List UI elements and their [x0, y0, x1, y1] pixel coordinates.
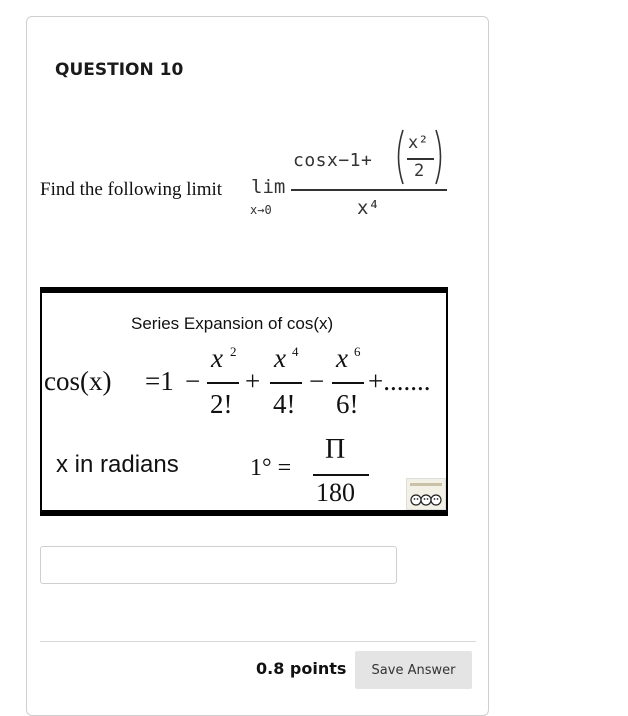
term6-exp: 6 — [354, 344, 361, 359]
points-label: 0.8 points — [256, 659, 347, 678]
term2-den: 2! — [210, 389, 233, 419]
degree-fraction-line — [313, 474, 369, 476]
inner-numerator: x² — [408, 133, 429, 153]
term2-line — [207, 382, 239, 384]
inner-fraction-line — [407, 158, 434, 160]
series-equals-one: =1 — [145, 366, 174, 396]
footer-divider — [40, 641, 476, 642]
series-minus-1: − — [185, 366, 201, 396]
limit-numerator: cosx−1+ — [293, 150, 373, 171]
lim-subscript: x→0 — [250, 203, 272, 217]
term6-den: 6! — [336, 389, 359, 419]
pi-symbol: Π — [325, 434, 346, 465]
limit-denominator: x⁴ — [357, 197, 380, 219]
degree-denominator: 180 — [316, 478, 355, 507]
radians-note: x in radians — [56, 451, 179, 478]
question-prompt: Find the following limit — [40, 179, 223, 200]
inner-denominator: 2 — [414, 161, 425, 181]
answer-input[interactable] — [40, 546, 397, 584]
limit-fraction-line — [291, 189, 447, 191]
series-plus-1: + — [245, 366, 261, 396]
term4-line — [270, 382, 302, 384]
channel-logo — [406, 478, 446, 510]
save-answer-button[interactable]: Save Answer — [355, 651, 472, 689]
question-title: QUESTION 10 — [55, 60, 184, 80]
lim-word: lim — [251, 176, 286, 198]
series-title: Series Expansion of cos(x) — [131, 314, 334, 333]
left-paren-icon — [393, 128, 405, 186]
term6-line — [332, 382, 364, 384]
term4-exp: 4 — [292, 344, 299, 359]
term4-den: 4! — [273, 389, 296, 419]
term2-base: x — [211, 343, 223, 373]
right-paren-icon — [434, 128, 446, 186]
series-trailing: +....... — [368, 366, 431, 396]
series-lhs: cos(x) — [44, 366, 112, 396]
term2-exp: 2 — [230, 344, 237, 359]
series-minus-2: − — [309, 366, 325, 396]
degree-lhs: 1° = — [250, 455, 292, 481]
cartoon-faces-icon — [407, 479, 445, 509]
term4-base: x — [274, 343, 286, 373]
term6-base: x — [336, 343, 348, 373]
